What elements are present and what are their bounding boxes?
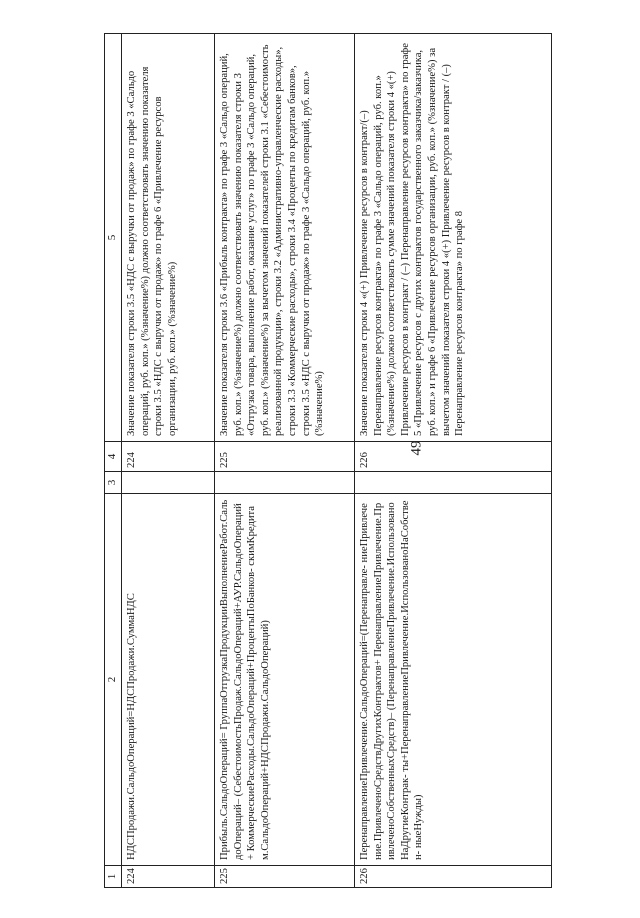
header-col-3: 3 [105, 472, 122, 494]
col3-cell [355, 472, 552, 494]
validation-rules-table [104, 33, 552, 888]
row-number: 225 [215, 866, 355, 888]
header-col-4: 4 [105, 442, 122, 472]
control-formula: НДСПродажи.СальдоОпераций=НДСПродажи.СуммаНДС [122, 494, 215, 866]
error-code: 226 [355, 442, 552, 472]
rule-description: Значение показателя строки 3.5 «НДС с выручки от продаж» по графе 3 «Сальдо операций, руб. коп.» (%значение%) должно соответствовать значению показателя строки 3.5 «НДС с выручки от продаж» по графе 6 «Привлечение ресурсов организации, руб. коп.» (%значение%) [122, 34, 215, 442]
table-row [122, 34, 215, 888]
rule-description: Значение показателя строки 3.6 «Прибыль контракта» по графе 3 «Сальдо операций, руб. коп.» (%значение%) должно соответствовать значению показателя строки 3 «Отгрузка товара, выполнение работ, оказание услуг» по графе 3 «Сальдо операций, руб. коп.» (%значение%) за вычетом значений показателей строки 3.1 «Себестоимость реализованной продукции», строки 3.2 «Административно-управленческие расходы», строки 3.3 «Коммерческие расходы», строки 3.4 «Проценты по кредитам банков», строки 3.5 «НДС с выручки от продаж» по графе 3 «Сальдо операций, руб. коп.» (%значение%) [215, 34, 355, 442]
error-code: 224 [122, 442, 215, 472]
control-formula: ПеренаправлениеПривлечение.СальдоОпераций=(Перенаправле- ниеПривлечение.ПривлеченоСредствДругихКонтрактов+ ПеренаправлениеПривлечение.ПривлеченоСобственныхСредств)– (ПеренаправлениеПривлечение.ИспользованоНаДругиеКонтрак- ты+ПеренаправлениеПривлечение.ИспользованоНаСобствен- ныеНужды) [355, 494, 552, 866]
table-header-row [105, 34, 122, 888]
control-formula: Прибыль.СальдоОпераций= ГруппаОтгрузкаПродукцииВыполнениеРабот.СальдоОпераций– (СебестоимостьПродаж.СальдоОпераций+АУР.СальдоОпераций+ КоммерческиеРасходы.СальдоОпераций+ПроцентыПоБанков- скимКредитам.СальдоОпераций+НДСПродажи.СальдоОпераций) [215, 494, 355, 866]
col3-cell [215, 472, 355, 494]
table-row [355, 34, 552, 888]
table-row [215, 34, 355, 888]
rule-description: Значение показателя строки 4 «(+) Привлечение ресурсов в контракт/(–) Перенаправление ресурсов контракта» по графе 3 «Сальдо операций, руб. коп.» (%значение%) должно соответствовать сумме значений показателя строки 4 «(+) Привлечение ресурсов в контракт / (–) Перенаправление ресурсов контракта» по графе 5 «Привлечение ресурсов с других контрактов государственного заказчика/заказчика, руб. коп.» и графе 6 «Привлечение ресурсов организации, руб. коп.» (%значение%) за вычетом значений показателя строки 4 «(+) Привлечение ресурсов в контракт / (–) Перенаправление ресурсов контракта» по графе 8 [355, 34, 552, 442]
page-number: 49 [408, 440, 425, 456]
col3-cell [122, 472, 215, 494]
header-col-1: 1 [105, 866, 122, 888]
row-number: 226 [355, 866, 552, 888]
error-code: 225 [215, 442, 355, 472]
header-col-5: 5 [105, 34, 122, 442]
row-number: 224 [122, 866, 215, 888]
header-col-2: 2 [105, 494, 122, 866]
